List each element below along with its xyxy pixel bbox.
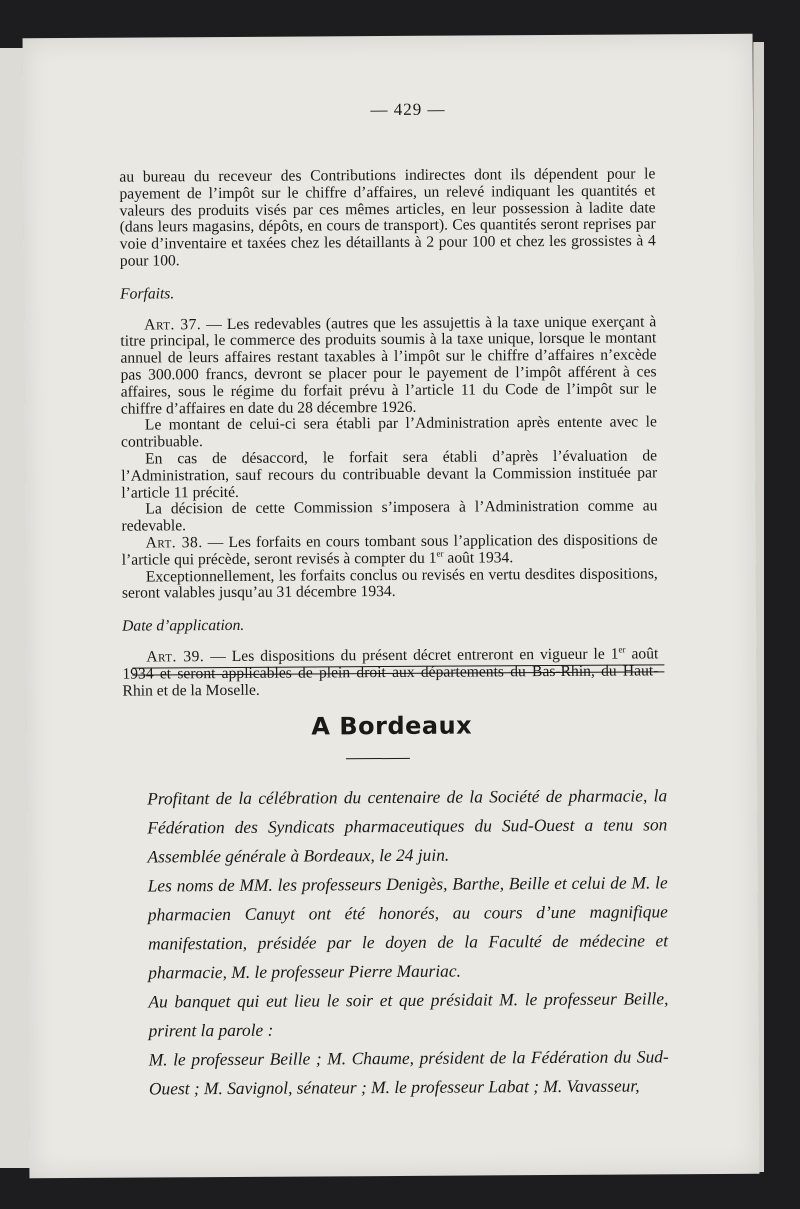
report-paragraph-3: Au banquet qui eut lieu le soir et que présidait M. le professeur Beille, prirent la parole : — [148, 988, 669, 1041]
article-38 — [122, 532, 658, 569]
desaccord-paragraph: En cas de désaccord, le forfait sera établi d’après l’évaluation de l’Administration, sauf recours du contribuable devant la Commission instituée par l’article 11 précité. — [121, 447, 658, 502]
article-37-label: Art. 37. — [144, 315, 202, 334]
section-heading: A Bordeaux — [311, 711, 473, 741]
decision-paragraph: La décision de cette Commission s’imposera à l’Administration comme au redevable. — [121, 497, 658, 535]
forfait-paragraph: Le montant de celui-ci sera établi par l’Administration après entente avec le contribuable. — [120, 413, 657, 451]
article-39-text-b: août 1934 et seront applicables de plein droit aux départements du Bas-Rhin, du Haut-Rhin et de la Moselle. — [122, 645, 659, 700]
report-paragraph-2: Les noms de MM. les professeurs Denigès, Barthe, Beille et celui de M. le pharmacien Canuyt ont été honorés, au cours d’une magnifique manifestation, présidée par le doyen de la Faculté de médecine et pharmacie, M. le professeur Pierre Mauriac. — [147, 872, 669, 983]
forfaits-subtitle: Forfaits. — [120, 285, 175, 303]
article-38-text-a: — Les forfaits en cours tombant sous l’application des dispositions de l’article qui précède, seront revisés à compter du 1 — [121, 531, 658, 569]
article-38-superscript: er — [436, 548, 444, 559]
article-38-text-b: août 1934. — [443, 548, 514, 567]
article-37-text: — Les redevables (autres que les assujettis à la taxe unique exerçant à titre principal, le commerce des produits soumis à la taxe unique, lorsque le montant annuel de leurs affaires restant taxables à l’impôt sur le chiffre d’affaires n’excède pas 300.000 francs, devront se placer pour le payement de l’impôt afférent à ces affaires, sous le régime du forfait prévu à l’article 11 du Code de l’impôt sur le chiffre d’affaires en date du 28 décembre 1926. — [120, 312, 657, 418]
page-number: — 429 — — [370, 99, 446, 120]
decree-text-block — [119, 166, 658, 700]
exception-paragraph: Exceptionnellement, les forfaits conclus ou revisés en vertu desdites dispositions, seront valables jusqu’au 31 décembre 1934. — [121, 564, 658, 602]
date-application-subtitle: Date d’application. — [122, 617, 245, 635]
heading-underline — [346, 758, 410, 759]
bordeaux-report — [147, 781, 669, 1103]
article-37 — [120, 314, 657, 418]
report-paragraph-4: M. le professeur Beille ; M. Chaume, président de la Fédération du Sud-Ouest ; M. Savignol, sénateur ; M. le professeur Labat ; M. Vavasseur, — [148, 1046, 669, 1099]
intro-paragraph: au bureau du receveur des Contributions indirectes dont ils dépendent pour le payement de l’impôt sur le chiffre d’affaires, un relevé indiquant les quantités et valeurs des produits visés par ces mêmes articles, en leur possession à ladite date (dans leurs magasins, dépôts, en cours de transport). Ces quantités seront reprises par voie d’inventaire et taxées chez les détaillants à 2 pour 100 et chez les grossistes à 4 pour 100. — [119, 165, 656, 270]
article-39-text-a: — Les dispositions du présent décret entreront en vigueur le 1 — [204, 645, 619, 666]
report-paragraph-1: Profitant de la célébration du centenaire de la Société de pharmacie, la Fédération des Syndicats pharmaceutiques du Sud-Ouest a tenu son Assemblée générale à Bordeaux, le 24 juin. — [147, 785, 668, 867]
article-39-superscript: er — [618, 644, 626, 655]
article-38-label: Art. 38. — [145, 534, 203, 552]
article-39-label: Art. 39. — [146, 648, 205, 666]
document-page — [23, 34, 760, 1178]
